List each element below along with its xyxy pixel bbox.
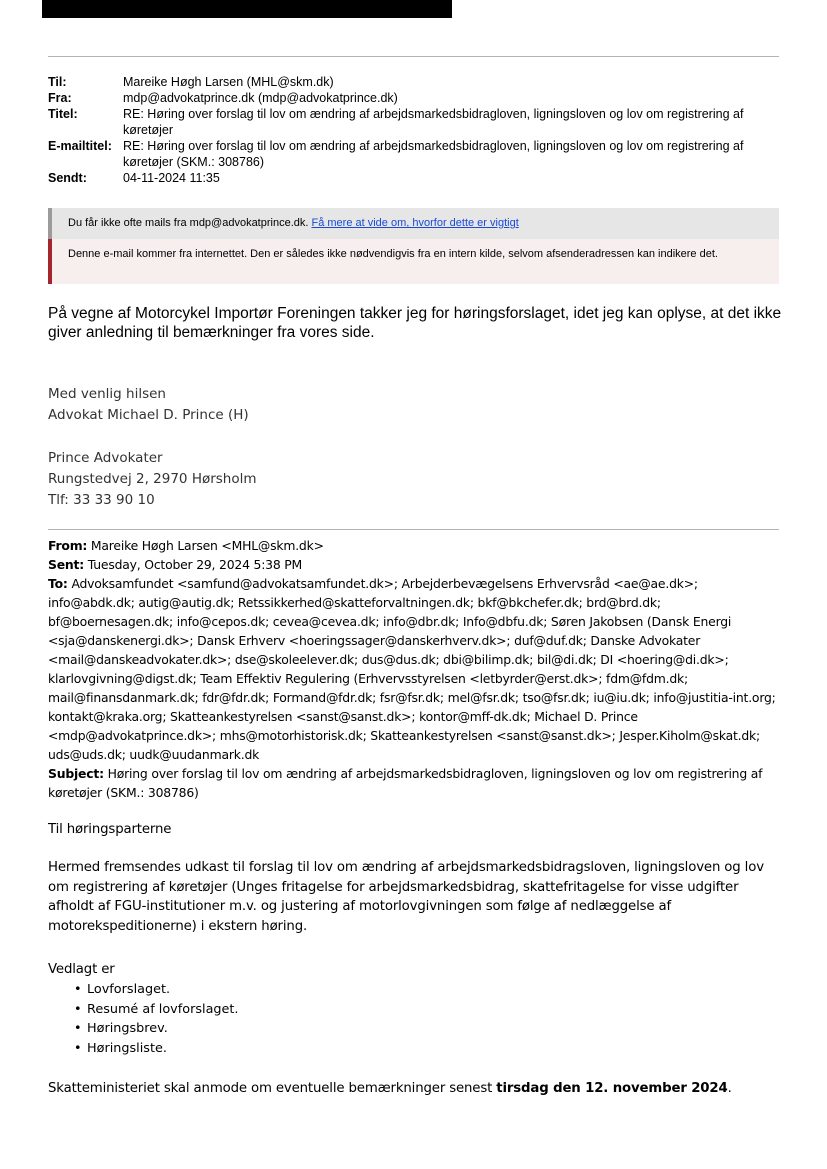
header-from-label: Fra: — [48, 91, 72, 105]
deadline-suffix: . — [727, 1081, 732, 1096]
orig-from-line — [48, 536, 783, 555]
signature-phone: Tlf: 33 33 90 10 — [48, 492, 155, 508]
header-title-value: RE: Høring over forslag til lov om ændring af arbejdsmarkedsbidragloven, ligningsloven og lov om registrering af køretøjer — [123, 107, 744, 137]
orig-to-label: To: — [48, 576, 68, 591]
deadline-date: tirsdag den 12. november 2024 — [496, 1081, 728, 1096]
original-greeting: Til høringsparterne — [48, 822, 172, 837]
signature-closing-block — [48, 384, 448, 426]
orig-sent-value: Tuesday, October 29, 2024 5:38 PM — [87, 557, 303, 572]
deadline-paragraph — [48, 1079, 783, 1099]
rare-sender-banner — [48, 208, 779, 239]
header-title-row — [48, 106, 779, 138]
header-to-value: Mareike Høgh Larsen (MHL@skm.dk) — [123, 75, 334, 89]
signature-firm-block — [48, 448, 448, 511]
header-sent-label: Sendt: — [48, 171, 87, 185]
top-divider — [48, 56, 779, 57]
header-email-title-label: E-mailtitel: — [48, 139, 112, 153]
deadline-prefix: Skatteministeriet skal anmode om eventuelle bemærkninger senest — [48, 1081, 497, 1096]
header-from-value: mdp@advokatprince.dk (mdp@advokatprince.dk) — [123, 91, 398, 105]
header-to-row — [48, 74, 779, 90]
header-from-row — [48, 90, 779, 106]
header-email-title-value: RE: Høring over forslag til lov om ændring af arbejdsmarkedsbidragloven, ligningsloven og lov om registrering af køretøjer (SKM.: 308786) — [123, 139, 744, 169]
orig-to-value: Advoksamfundet <samfund@advokatsamfundet.dk>; Arbejderbevægelsens Erhvervsråd <ae@ae.dk>; info@abdk.dk; autig@autig.dk; Retssikkerhed@skatteforvaltningen.dk; bkf@bkchefer.dk; brd@brd.dk; bf@boernesagen.dk; info@cepos.dk; cevea@cevea.dk; info@dbr.dk; Info@dbfu.dk; Søren Jakobsen (Dansk Energi <sja@danskenergi.dk>; Dansk Erhverv <hoeringssager@danskerhverv.dk>; duf@duf.dk; Danske Advokater <mail@danskeadvokater.dk>; dse@skoleelever.dk; dus@dus.dk; dbi@bilimp.dk; bil@di.dk; DI <hoering@di.dk>; klarlovgivning@digst.dk; Team Effektiv Regulering (Erhvervsstyrelsen <letbyrder@erst.dk>; fdm@fdm.dk; mail@finansdanmark.dk; fdr@fdr.dk; Formand@fdr.dk; fsr@fsr.dk; mel@fsr.dk; tso@fsr.dk; iu@iu.dk; info@justitia-int.org; kontakt@kraka.org; Skatteankestyrelsen <sanst@sanst.dk>; kontor@mff-dk.dk; Michael D. Prince <mdp@advokatprince.dk>; mhs@motorhistorisk.dk; Skatteankestyrelsen <sanst@sanst.dk>; Jesper.Kiholm@skat.dk; uds@uds.dk; uudk@uudanmark.dk — [48, 576, 776, 762]
list-item: • Resumé af lovforslaget. — [74, 1000, 239, 1020]
reply-body: På vegne af Motorcykel Importør Foreningen takker jeg for høringsforslaget, idet jeg kan oplyse, at det ikke giver anledning til bemærkninger fra vores side. — [48, 305, 782, 341]
external-warning-text: Denne e-mail kommer fra internettet. Den er således ikke nødvendigvis fra en intern kilde, selvom afsenderadressen kan indikere det. — [68, 248, 718, 260]
email-header-block — [48, 74, 779, 186]
original-body: Hermed fremsendes udkast til forslag til lov om ændring af arbejdsmarkedsbidragsloven, ligningsloven og lov om registrering af køretøjer (Unges fritagelse for arbejdsmarkedsbidrag, skattefritagelse for visse udgifter afholdt af FGU-institutioner m.v. og justering af motorlovgivningen som følge af nedlæggelse af motorekspeditionerne) i ekstern høring. — [48, 860, 764, 934]
orig-from-value: Mareike Høgh Larsen <MHL@skm.dk> — [90, 538, 324, 553]
orig-subject-label: Subject: — [48, 766, 104, 781]
header-email-title-row — [48, 138, 779, 170]
quote-divider — [48, 529, 779, 530]
redaction-bar — [42, 0, 452, 18]
attachments-list — [74, 980, 239, 1058]
header-sent-row — [48, 170, 779, 186]
orig-to-line — [48, 574, 783, 764]
signature-closing: Med venlig hilsen — [48, 386, 166, 402]
header-title-label: Titel: — [48, 107, 78, 121]
external-warning-banner — [48, 239, 779, 284]
learn-more-link[interactable]: Få mere at vide om, hvorfor dette er vigtigt — [311, 217, 519, 229]
original-message-header — [48, 536, 783, 802]
orig-from-label: From: — [48, 538, 88, 553]
rare-sender-text: Du får ikke ofte mails fra mdp@advokatprince.dk. — [68, 217, 309, 229]
orig-sent-label: Sent: — [48, 557, 85, 572]
header-sent-value: 04-11-2024 11:35 — [123, 171, 220, 185]
signature-address: Rungstedvej 2, 2970 Hørsholm — [48, 471, 257, 487]
list-item: • Høringsliste. — [74, 1039, 239, 1059]
list-item: • Høringsbrev. — [74, 1019, 239, 1039]
orig-subject-line — [48, 764, 783, 802]
header-to-label: Til: — [48, 75, 67, 89]
list-item: • Lovforslaget. — [74, 980, 239, 1000]
attachments-intro: Vedlagt er — [48, 962, 115, 977]
orig-subject-value: Høring over forslag til lov om ændring af arbejdsmarkedsbidragloven, ligningsloven og lov om registrering af køretøjer (SKM.: 308786) — [48, 766, 763, 800]
signature-signer: Advokat Michael D. Prince (H) — [48, 407, 249, 423]
orig-sent-line — [48, 555, 783, 574]
signature-firm: Prince Advokater — [48, 450, 163, 466]
